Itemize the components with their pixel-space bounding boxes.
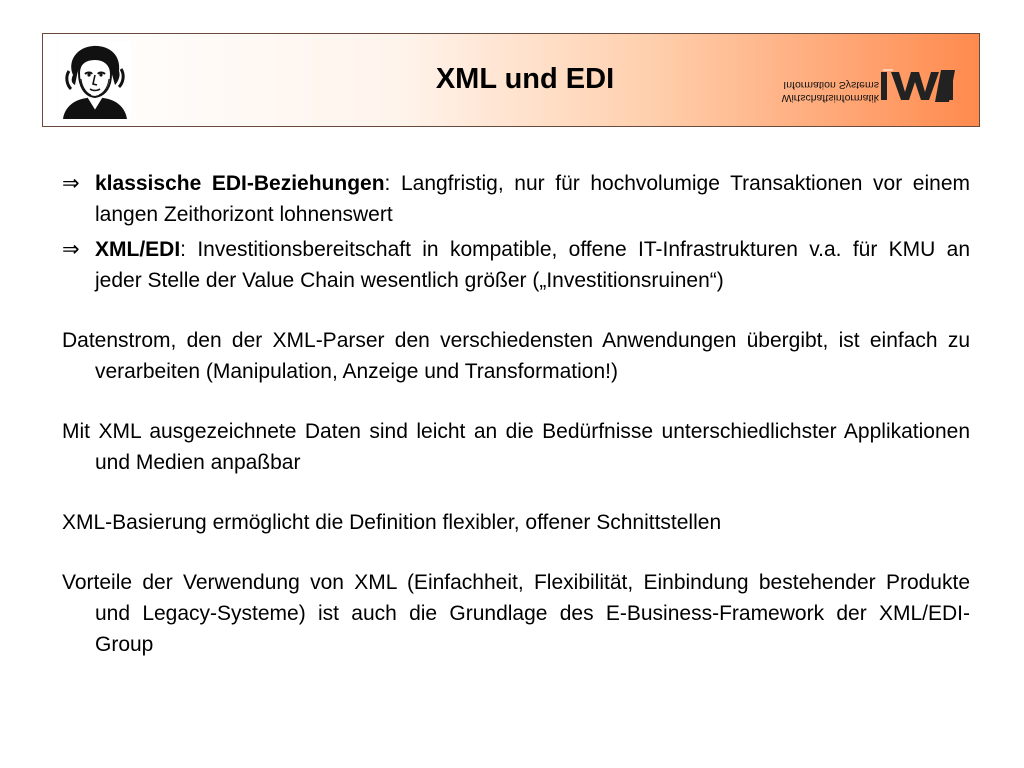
paragraph-schnittstellen: XML-Basierung ermöglicht die Definition flexibler, offener Schnittstellen [62, 511, 722, 534]
bullet-term: XML/EDI [95, 238, 181, 261]
paragraph-datenstrom: Datenstrom, den der XML-Parser den verschiedensten Anwendungen übergibt, ist einfach zu verarbeiten (Manipulation, Anzeige und Transformation!) [62, 329, 970, 383]
slide-title: XML und EDI [435, 63, 615, 95]
slide-header [42, 33, 980, 127]
implies-arrow-icon: ⇒ [62, 172, 80, 195]
bullet-classic-edi [62, 168, 970, 230]
bullet-term: klassische EDI-Beziehungen [95, 172, 385, 195]
logo-line-1: Wirtschaftsinformatik [781, 92, 879, 104]
paragraph-vorteile: Vorteile der Verwendung von XML (Einfachheit, Flexibilität, Einbindung bestehender Produkte und Legacy-Systeme) ist auch die Grundlage des E-Business-Framework der XML/EDI-Group [62, 571, 970, 656]
bullet-text: : Investitionsbereitschaft in kompatible, offene IT-Infrastrukturen v.a. für KMU an jeder Stelle der Value Chain wesentlich größer („Investitionsruinen“) [95, 238, 970, 292]
institute-logo [767, 64, 957, 106]
slide-body [62, 168, 970, 660]
bullet-text: : Langfristig, nur für hochvolumige Transaktionen vor einem langen Zeithorizont lohnenswert [95, 172, 970, 226]
iwi-logo-icon [879, 66, 957, 104]
logo-line-2: Information Systems [783, 79, 879, 91]
paragraph-xml-daten: Mit XML ausgezeichnete Daten sind leicht an die Bedürfnisse unterschiedlichster Applikationen und Medien anpaßbar [62, 420, 970, 474]
bullet-xml-edi [62, 234, 970, 296]
logo-text-mirrored [767, 64, 879, 104]
implies-arrow-icon: ⇒ [62, 238, 80, 261]
